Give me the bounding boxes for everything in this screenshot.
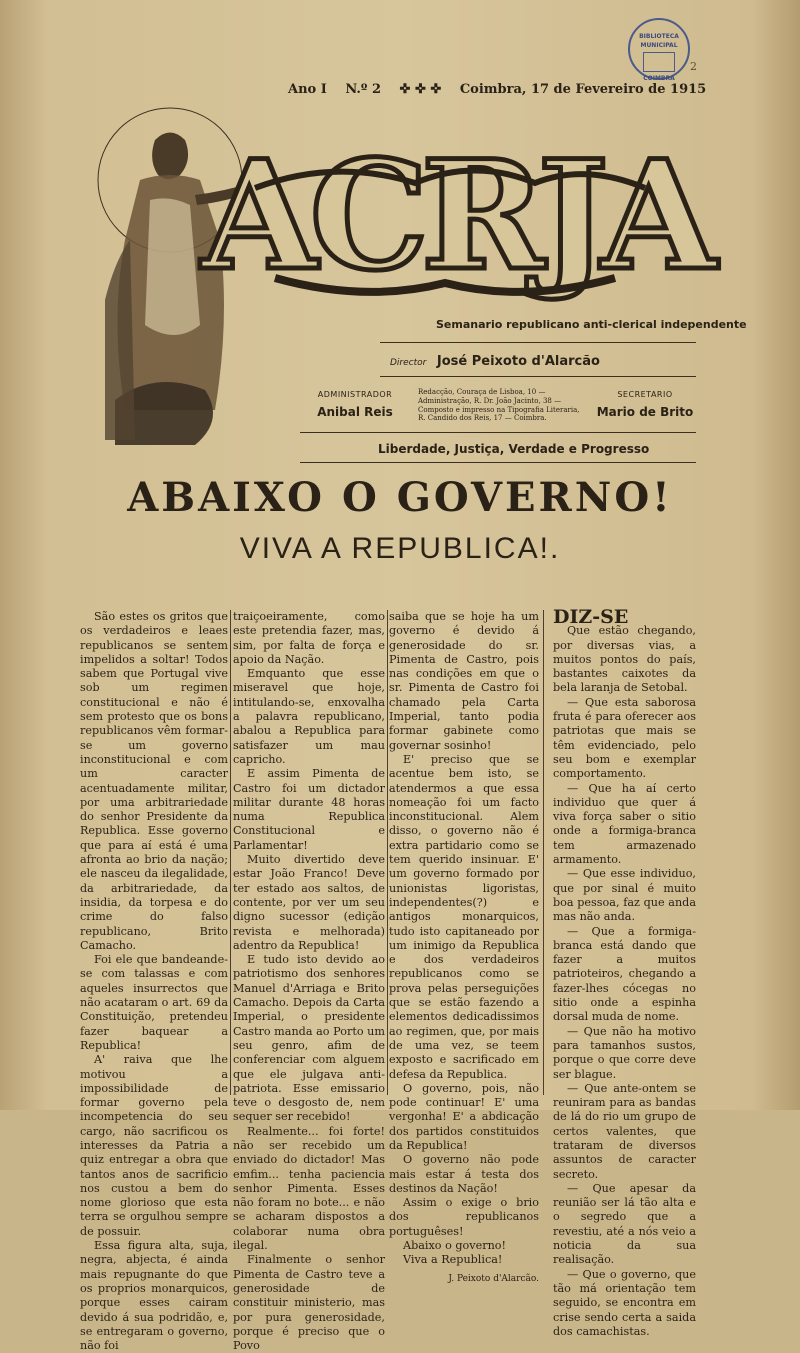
- paragraph: Emquanto que esse miseravel que hoje, intitulando-se, enxovalha a palavra republicano, abalou a Republica para satisfazer um mau capricho.: [233, 667, 385, 766]
- article-column-2: [233, 610, 385, 1353]
- paragraph: — Que apesar da reunião ser lá tão alta e o segredo que a revestiu, até a nós veio a noticia da sua realisação.: [553, 1181, 696, 1267]
- column-divider: [543, 610, 544, 1095]
- headline: ABAIXO O GOVERNO!: [127, 474, 673, 521]
- paragraph: — Que não ha motivo para tamanhos sustos, porque o que corre deve ser blague.: [553, 1024, 696, 1081]
- paragraph: traiçoeiramente, como este pretendia fazer, mas, sim, por falta de força e apoio da Nação.: [233, 610, 385, 666]
- paragraph: O governo, pois, não pode continuar! E' uma vergonha! E' a abdicação dos partidos constituidos da Republica!: [389, 1081, 539, 1152]
- library-stamp: [628, 18, 690, 80]
- issue-place-date: Coimbra, 17 de Fevereiro de 1915: [459, 82, 707, 97]
- paragraph: — Que esse individuo, que por sinal é muito boa pessoa, faz que anda mas não anda.: [553, 867, 696, 924]
- diz-se-title: DIZ-SE: [553, 606, 629, 628]
- paragraph: Essa figura alta, suja, negra, abjecta, é ainda mais repugnante do que os proprios monarquicos, porque esses cairam devido á sua podridão, e, se entregaram o governo, não foi: [80, 1239, 228, 1353]
- paragraph: — Que ante-ontem se reuniram para as bandas de lá do rio um grupo de certos valentes, que trataram de diversos assuntos de caracter secreto.: [553, 1081, 696, 1181]
- paragraph: — Que o governo, que tão má orientação tem seguido, se encontra em crise sendo certa a saida dos camachistas.: [553, 1267, 696, 1338]
- article-column-1: [80, 610, 228, 1353]
- paragraph: Finalmente o senhor Pimenta de Castro teve a generosidade de constituir ministerio, mas por pura generosidade, porque é preciso que o Povo: [233, 1253, 385, 1353]
- diz-se-column: [553, 606, 696, 1339]
- administrator-block: [310, 390, 400, 419]
- stamp-bottom-text: COIMBRA: [643, 75, 675, 82]
- secretary-block: [590, 390, 700, 419]
- director-label: Director: [390, 358, 427, 368]
- director-rule: [380, 376, 696, 377]
- masthead-rule: [380, 342, 696, 343]
- paragraph: Abaixo o governo!: [403, 1239, 507, 1253]
- issue-year: Ano I: [288, 82, 327, 97]
- paragraph: saiba que se hoje ha um governo é devido á generosidade do sr. Pimenta de Castro, pois nas condições em que o sr. Pimenta de Castro foi chamado pela Carta Imperial, tanto podia formar gabinete como governar sosinho!: [389, 610, 539, 752]
- paragraph: E tudo isto devido ao patriotismo dos senhores Manuel d'Arriaga e Brito Camacho. Depois da Carta Imperial, o presidente Castro manda ao Porto um seu genro, afim de conferenciar com alguem que ele julgava anti-patriota. Esse emissario teve o desgosto de, nem sequer ser recebido!: [233, 953, 385, 1124]
- administrator-name: Anibal Reis: [317, 405, 393, 419]
- article-signature: J. Peixoto d'Alarcão.: [448, 1273, 539, 1284]
- issue-number: N.º 2: [345, 82, 382, 97]
- subtitle: Semanario republicano anti-clerical independente: [436, 318, 747, 331]
- issue-line: [288, 82, 706, 97]
- article-column-3: [389, 610, 539, 1286]
- svg-text:ACRJA: ACRJA: [201, 128, 709, 304]
- secretary-name: Mario de Brito: [596, 405, 694, 419]
- paragraph: — Que a formiga-branca está dando que fazer a muitos patrioteiros, chegando a fazer-lhes cócegas no sitio onde a espinha dorsal muda de nome.: [553, 924, 696, 1024]
- stamp-emblem: [643, 52, 675, 72]
- paragraph: Assim o exige o brio dos republicanos portuguêses!: [389, 1196, 539, 1238]
- paragraph: — Que ha aí certo individuo que quer á viva força saber o sitio onde a formiga-branca tem armazenado armamento.: [553, 781, 696, 867]
- motto-rule: [300, 462, 696, 463]
- paragraph: Que estão chegando, por diversas vias, a muitos pontos do país, bastantes caixotes da bela laranja de Setobal.: [553, 624, 696, 695]
- paragraph: Muito divertido deve estar João Franco! Deve ter estado aos saltos, de contente, por ver um seu digno sucessor (edição revista e melhorada) adentro da Republica!: [233, 853, 385, 952]
- paragraph: O governo não pode mais estar á testa dos destinos da Nação!: [389, 1153, 539, 1195]
- paragraph: E' preciso que se acentue bem isto, se atendermos a que essa nomeação foi um facto inconstitucional. Alem disso, o governo não é extra partidario como se tem querido insinuar. E' um governo formado por unionistas ligoristas, independentes(?) e antigos monarquicos, tudo isto capitaneado por um inimigo da Republica e dos verdadeiros republicanos como se prova pelas perseguições que se estão fazendo a elementos dedicadissimos ao regimen, que, por mais de uma vez, se teem exposto e sacrificado em defesa da Republica.: [389, 752, 539, 1081]
- director-line: [390, 354, 600, 369]
- info-rule: [300, 432, 696, 433]
- column-divider: [230, 610, 231, 1095]
- paragraph: Realmente... foi forte! não ser recebido um enviado do dictador! Mas emfim... tenha paciencia senhor Pimenta. Esses não foram no bote... e não se acharam dispostos a colaborar numa obra ilegal.: [233, 1124, 385, 1253]
- paragraph: Foi ele que bandeande-se com talassas e com aqueles insurrectos que não acataram o art. 69 da Constituição, pretendeu fazer baquear a Republica!: [80, 953, 228, 1052]
- secretary-label: SECRETARIO: [617, 390, 673, 399]
- paragraph: A' raiva que lhe motivou a impossibilidade de formar governo pela incompetencia do seu cargo, não sacrificou os interesses da Patria a quiz entregar a obra que tantos anos de sacrificio nos custou a bem do nome glorioso que esta terra se orgulhou sempre de possuir.: [80, 1053, 228, 1238]
- administrator-label: ADMINISTRADOR: [317, 390, 393, 399]
- column-divider: [387, 610, 388, 1095]
- paragraph: Viva a Republica!: [403, 1253, 503, 1267]
- paragraph: E assim Pimenta de Castro foi um dictador militar durante 48 horas numa Republica Constitucional e Parlamentar!: [233, 767, 385, 852]
- paragraph: São estes os gritos que os verdadeiros e leaes republicanos se sentem impelidos a soltar! Todos sabem que Portugal vive sob um regimen constitucional e não é sem protesto que os bons republicanos vêm formar-se um governo inconstitucional e com um caracter acentuadamente militar, por uma arbitrariedade do senhor Presidente da Republica. Esse governo que para aí está é uma afronta ao brio da nação; ele nasceu da ilegalidade, da arbitrariedade, da insidia, da torpesa e do crime do falso republicano, Brito Camacho.: [80, 610, 228, 952]
- redaction-address: Redacção, Couraça de Lisboa, 10 — Administração, R. Dr. João Jacinto, 38 — Composto e impresso na Tipografia Literaria, R. Candido dos Reis, 17 — Coimbra.: [418, 388, 580, 423]
- aurora-title-logo: [201, 128, 709, 308]
- issue-ornament: ✜ ✜ ✜: [399, 82, 442, 97]
- margin-mark: 2: [690, 60, 697, 73]
- stamp-top-text: BIBLIOTECA MUNICIPAL: [639, 33, 679, 49]
- motto: Liberdade, Justiça, Verdade e Progresso: [378, 442, 650, 456]
- director-name: José Peixoto d'Alarcão: [436, 354, 600, 369]
- subheadline: VIVA A REPUBLICA!.: [239, 532, 561, 565]
- paragraph: — Que esta saborosa fruta é para oferecer aos patriotas que mais se têm evidenciado, pelo seu bom e exemplar comportamento.: [553, 695, 696, 781]
